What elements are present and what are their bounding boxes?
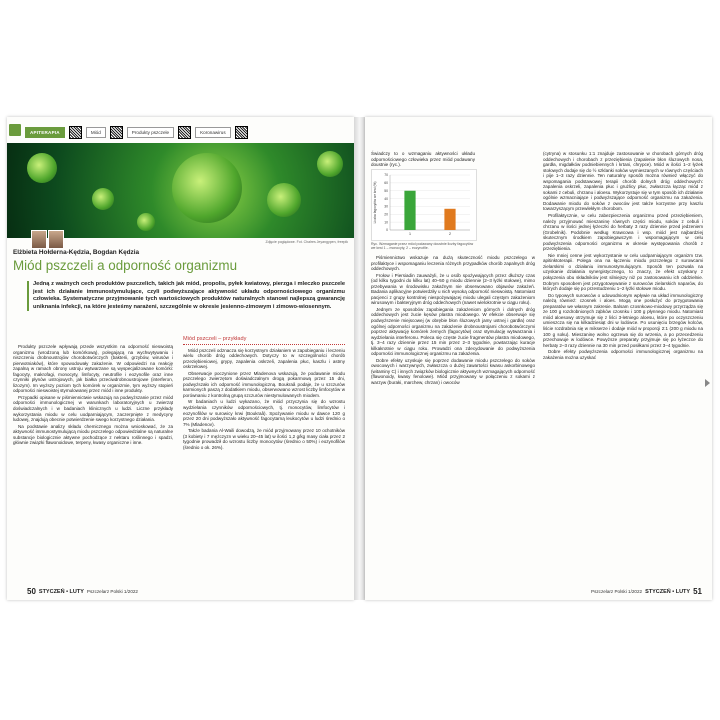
x-tick-label: 1 — [409, 232, 411, 236]
paragraph: Frołow i Piersiadin zauważyli, że u osób spożywających przez dłuższy czas (od kilku tygodni do kilku lat) 40–50 g miodu dziennie (2–3 łyżki stołowe), mimo przebywania w środowisku zakaźnym nie obserwowano objawów zakażeń. Badania aplikacyjne potwierdziły u nich wysoką odporność nieswoistą. Natomiast pacjenci z grupy kontrolnej niespożywającej miodu ulegali częstym zakażeniom wirusowym i bakteryjnym dróg oddechowych (nawet wielokrotnie w ciągu roku). — [371, 272, 535, 306]
x-tick-label: 2 — [449, 232, 451, 236]
book-spine — [354, 117, 365, 600]
tag-chip: Miód — [86, 127, 106, 138]
author-photo — [48, 230, 64, 249]
right-column-2 — [543, 151, 703, 361]
right-page — [365, 117, 712, 600]
section-subhead: Miód pszczeli – przykłady — [183, 337, 345, 345]
bar-2 — [444, 209, 455, 230]
left-column-2 — [183, 337, 345, 451]
qr-code-icon — [178, 126, 191, 139]
paragraph: Miód pszczeli odznacza się korzystnym działaniem w zapobieganiu i leczeniu wielu chorób dróg oddechowych. Dotyczy to w szczególności chorób przeziębieniowej, grypy, zapalenia oskrzeli, zapalenia płuc, kaszlu i astmy oskrzelowej. — [183, 347, 345, 370]
y-tick-label: 70 — [384, 173, 388, 178]
virus-illustration — [92, 188, 114, 210]
qr-code-icon — [69, 126, 82, 139]
qr-code-icon — [110, 126, 123, 139]
y-tick-label: 20 — [384, 212, 388, 217]
virus-illustration — [267, 183, 301, 217]
magazine-label: Pszczelarz Polski 1/2022 — [591, 589, 643, 594]
y-tick-label: 60 — [384, 181, 388, 186]
y-tick-label: 30 — [384, 204, 388, 209]
page-footer — [591, 587, 702, 596]
magazine-label: Pszczelarz Polski 1/2022 — [86, 589, 138, 594]
paragraph: Produkty pszczele wpływają przede wszystkim na odporność nieswoistą organizmu (wrodzoną lub komórkową), polegającą na wychwytywaniu i niszczeniu drobnoustrojów chorobotwórczych (bakterii, grzybów, wirusów i pierwotniaków), które spowodowały zakażenie. W odpowiedzi na reakcję zapalną w ramach obrony ustroju wytwarzane są wyspecjalizowane komórki: fagocyty, makrofagi, monocyty, limfocyty, neutrofile i eozynofile oraz inne czynniki płynów ustrojowych, jak białka przeciwdrobnoustrojowe (interferon, lizozym). Im wyższy poziom tych komórek w organizmie, tym wyższy stopień odporności nieswoistej stymulowanej przez miód i inne produkty. — [13, 344, 173, 394]
paragraph: (cytryna) w stosunku 1:1 znajduje zastosowanie w chorobach górnych dróg oddechowych i chorobach z przeziębienia (zapalenie błon śluzowych nosa, gardła, migdałków podniebiennych i krtani, chrypce). Miód w ilości 1–2 łyżek stołowych dodaje się do ½ szklanki soków wymieszanych w równych częściach i pije 1–3 razy dziennie. Ten naturalny sposób można również włączyć do wspomagania podstawowej terapii chorób dolnych dróg oddechowych: zapalenia oskrzeli, zapalenia płuc i grużlicy płuc, zwłaszcza łącząc miód z sokami z cebuli, chrzanu i aloesu. Wykorzystuje się w tym sposób ich działanie ogólnie wzmacniające i podwyższające odporność organizmu na zakażenia. Dodawanie miodu do soków z owoców jest także korzystne przy kaszlu towarzyszącym przewlekłym chorobom. — [543, 151, 703, 212]
article-authors: Elżbieta Hołderna-Kędzia, Bogdan Kędzia — [13, 249, 140, 256]
left-page — [7, 117, 354, 600]
next-page-arrow-icon[interactable] — [705, 379, 710, 387]
qr-code-icon — [235, 126, 248, 139]
right-column-1 — [371, 255, 535, 387]
paragraph: Nie mniej cenne jest wykorzystanie w celu uodparniającym organizm tzw. apitinktoterapii. Polega ona na łączeniu miodu pszczelego z surowcami zielarskimi o działaniu immunostymulującym. Sposób ten pozwala na uzyskanie działania synergistycznego, to znaczy, że efekt uzyskany z połączenia obu składników jest silniejszy niż po zastosowaniu ich oddzielnie. Dobrym sposobem jest przygotowywanie z surowców zielarskich naparów, do których dodaje się po przestudzeniu 1–2 łyżki stołowe miodu. — [543, 252, 703, 292]
chart-svg — [372, 170, 476, 240]
home-icon — [9, 124, 21, 136]
y-tick-label: 0 — [386, 228, 388, 233]
image-caption: Zdjęcie poglądowe. Fot. Chalres Jeyangypen, freepik — [265, 240, 348, 244]
bar-chart — [371, 169, 477, 241]
tag-chip: Produkty pszczele — [127, 127, 174, 138]
paragraph: W badaniach u ludzi wykazano, że miód przyczynia się do wzrostu wydzielania czynników odpornościowych, tj. monocytów, limfocytów i eozynofilów w surowicy krwi (Boukraâ). Spożywanie miodu w dawce 120 g przez 20 dni podwyższało aktywność fagocytarną leukocytów u ludzi średnio o 7% (Mladenov). — [183, 399, 345, 427]
y-axis-label: Liczba fagocytów we krwi (%) — [373, 181, 377, 224]
paragraph: Dobre efekty uzyskuje się poprzez dodawanie miodu pszczelego do soków owocowych i warzywnych, zwłaszcza o dużej zawartości kwasu askorbinowego (witaminy C) i innych związków biologicznie aktywnych wzmagających odporność (flawonoidy, kwasy fenolowe). Miód przyjmowany w połączeniu z sokami z warzyw (buraki, marchew, chrzan) i owoców — [371, 357, 535, 386]
paragraph: Świadczy to o wzmaganiu aktywności układu odpornościowego człowieka przez miód podawany doustnie (ryc.). — [371, 151, 475, 168]
page-footer — [27, 587, 138, 596]
left-column-1 — [13, 344, 173, 447]
paragraph: Dobre efekty podwyższenia odporności immunologicznej organizmu na zakażenia można uzyskać — [543, 349, 703, 360]
tag-chip: Koronawirus — [195, 127, 231, 138]
article-lead: Jedną z ważnych cech produktów pszczelich, takich jak miód, propolis, pyłek kwiatowy, pierzga i mleczko pszczele jest ich działanie immunostymulujące, czyli podwyższające aktywność układu odpornościowego organizmu człowieka. Systematyczne przyjmowanie tych wartościowych produktów naturalnych stanowi najlepszą gwarancję uniknania infekcji, na które jesteśmy narażeni, szczególnie w okresie jesienno-zimowym i zimowo-wiosennym. — [27, 281, 345, 311]
paragraph: Na podstawie analizy składu chemicznego można wnioskować, że za aktywność immunostymulującą miodu pszczelego odpowiedzialne są naturalne substancje biologicznie aktywne pochodzące z nektaru roślinnego i spadzi, głównie związki flawonoidowe, terpeny, kwasy organiczne i inne. — [13, 423, 173, 446]
intro-text — [371, 151, 475, 169]
y-tick-label: 40 — [384, 196, 388, 201]
y-tick-label: 50 — [384, 188, 388, 193]
section-tag: APITERAPIA — [25, 127, 65, 138]
paragraph: Piśmiennictwo wskazuje na dużą skuteczność miodu pszczelego w profilaktyce i wspomaganiu leczenia różnych przypadków chorób zapalnych dróg oddechowych. — [371, 255, 535, 272]
bar-1 — [404, 191, 415, 230]
virus-illustration — [27, 153, 57, 183]
paragraph: Profilaktycznie, w celu zabezpieczenia organizmu przed przeziębieniem, należy przyjmować mieszaninę równych części miodu, soków z cebuli i chrzanu w ilości jednej łyżeczki do herbaty 3 razy dziennie przed jedzeniem (Grobelnik). Podobnie według Krawcowa i wsp. miód jest najbardziej skutecznym środkiem zapobiegawczym i wspomagającym w celu podwyższenia odporności organizmu w okresie występowania chorób z przeziębienia. — [543, 213, 703, 252]
paragraph: Obserwacje poczynione przez Mladenova wskazują, że podawanie miodu pszczelego zwierzętom doświadczalnym drogą pokarmową przez 15 dni, podwyższało ich odporność immunologiczną. Boukraâ podaje, że u szczurów karmionych paszą z dodatkiem miodu, obserwowano wzrost liczby limfocytów w porównaniu z kontrolną grupą szczurów niestymulowanych miodem. — [183, 370, 345, 398]
virus-illustration — [172, 153, 242, 223]
author-photo — [31, 230, 47, 249]
paragraph: Także badania Al-Waili dowodzą, że miód przyjmowany przez 10 ochotników (3 kobiety i 7 mężczyzn w wieku 20–45 lat) w ilości 1,2 g/kg masy ciała przez 2 tygodnie prowadził do wzrostu liczby monocytów (średnio o 50%) i eozynofilów (średnio o ok. 26%). — [183, 428, 345, 450]
article-title: Miód pszczeli a odporność organizmu — [13, 258, 238, 273]
hero-image — [7, 143, 354, 238]
virus-illustration — [317, 151, 343, 177]
figure-caption: Ryc. Wzmaganie przez miód podawany doustnie liczby fagocytów we krwi 1 – monocyty, 2 – eozynofile. — [371, 242, 474, 251]
tag-row — [25, 125, 248, 139]
paragraph: Do typowych surowców o udowodnionym wpływie na układ immunologiczny należą również: czosnek i aloes. Mogą one posłużyć do przygotowania preparatów we własnym zakresie. Balsam czosnkowo-miodowy przyrządza się ze 100 g rozdrobnionych ząbków czosnku i 100 g płynnego miodu. Natomiast miód aloesowy otrzymuje się z liści 3-letniego aloesu, które po oczyszczeniu umieszcza się na kilkadziesiąt dni w lodówce. Po usunięciu brzegów kolców, liście rozdrabnia się w mikserze i dodaje miód w proporcji 2:1 (200 g miodu na 100 g soku). Mieszaninę wolno ogrzewa się do wrzenia, a po przecedzeniu przechowuje w lodówce. Powyższe preparaty przyjmuje się po łyżeczce do herbaty 2–3 razy dziennie na 30 min przed posiłkami przez 3–4 tygodnie. — [543, 292, 703, 348]
y-tick-label: 10 — [384, 220, 388, 225]
page-number: 51 — [693, 587, 702, 596]
issue-label: STYCZEŃ • LUTY — [645, 588, 691, 595]
virus-illustration — [137, 213, 155, 231]
paragraph: Przypadki opisane w piśmiennictwie wskazują na podwyższanie przez miód odporności immunologicznej w warunkach laboratoryjnych u zwierząt doświadczalnych i w badaniach klinicznych u ludzi. Liczne przykłady wykorzystania miodu w celu uodparniającym, zaczerpnięte z medycyny ludowej, znajdują obecnie potwierdzenie swego korzystnego działania. — [13, 394, 173, 423]
issue-label: STYCZEŃ • LUTY — [38, 588, 84, 595]
page-number: 50 — [27, 587, 36, 596]
paragraph: Jednym ze sposobów zapobiegania zakażeniom górnych i dolnych dróg oddechowych jest żucie kęsów plastra miodowego. W efekcie obserwuje się podwyższenie miejscowej (w obrębie błon śluzowych jamy ustnej i gardła) oraz ogólnej odporności organizmu na zakażenie drobnoustrojami chorobotwórczymi poprzez aktywację komórek żernych (fagocytów) oraz stymulację wytwarzania i wydzielania interferonu. Poleca się częste żucie fragmentów plastra miodowego, tj. 3–4 razy dziennie przez 15 min przez 2–3 tygodnie, powtarzając kuracje kilkakrotnie w ciągu roku. Prowadzi ona zdecydowanie do podwyższenia odporności immunologicznej organizmu na zakażenia. — [371, 306, 535, 357]
